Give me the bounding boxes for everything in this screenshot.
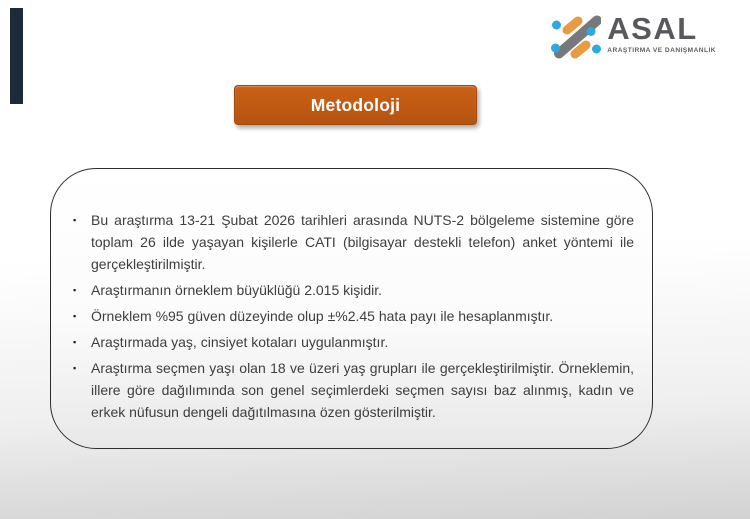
bullet-item <box>71 209 634 275</box>
bullet-marker: ▪ <box>73 363 77 373</box>
bullet-item <box>71 279 634 301</box>
brand-tagline: ARAŞTIRMA VE DANIŞMANLIK <box>607 46 716 54</box>
slide-title: Metodoloji <box>310 94 401 115</box>
methodology-box <box>50 168 653 449</box>
methodology-bullet-list <box>71 209 634 423</box>
bullet-text: Bu araştırma 13-21 Şubat 2026 tarihleri arasında NUTS-2 bölgeleme sistemine göre toplam 26 ilde yaşayan kişilerle CATI (bilgisayar destekli telefon) anket yöntemi ile gerçekleştirilmiştir. <box>91 212 634 272</box>
bullet-marker: ▪ <box>73 337 77 347</box>
bullet-marker: ▪ <box>73 311 77 321</box>
bullet-item <box>71 305 634 327</box>
bullet-marker: ▪ <box>73 215 77 225</box>
asal-logo <box>551 11 716 60</box>
bullet-item <box>71 331 634 353</box>
brand-name: ASAL <box>607 11 698 46</box>
navy-accent-bar <box>10 8 23 104</box>
bullet-marker: ▪ <box>73 285 77 295</box>
asal-logo-icon <box>551 15 601 60</box>
bullet-text: Araştırmanın örneklem büyüklüğü 2.015 kişidir. <box>91 282 383 298</box>
asal-logo-text <box>607 11 716 54</box>
bullet-text: Araştırmada yaş, cinsiyet kotaları uygulanmıştır. <box>91 334 389 350</box>
slide-title-banner <box>234 85 477 125</box>
bullet-text: Araştırma seçmen yaşı olan 18 ve üzeri yaş grupları ile gerçekleştirilmiştir. Örneklemin, illere göre dağılımında son genel seçimlerdeki seçmen sayısı baz alınmış, kadın ve erkek nüfusun dengeli dağıtılmasına özen gösterilmiştir. <box>91 360 634 420</box>
bullet-item <box>71 357 634 423</box>
bullet-text: Örneklem %95 güven düzeyinde olup ±%2.45 hata payı ile hesaplanmıştır. <box>91 308 554 324</box>
